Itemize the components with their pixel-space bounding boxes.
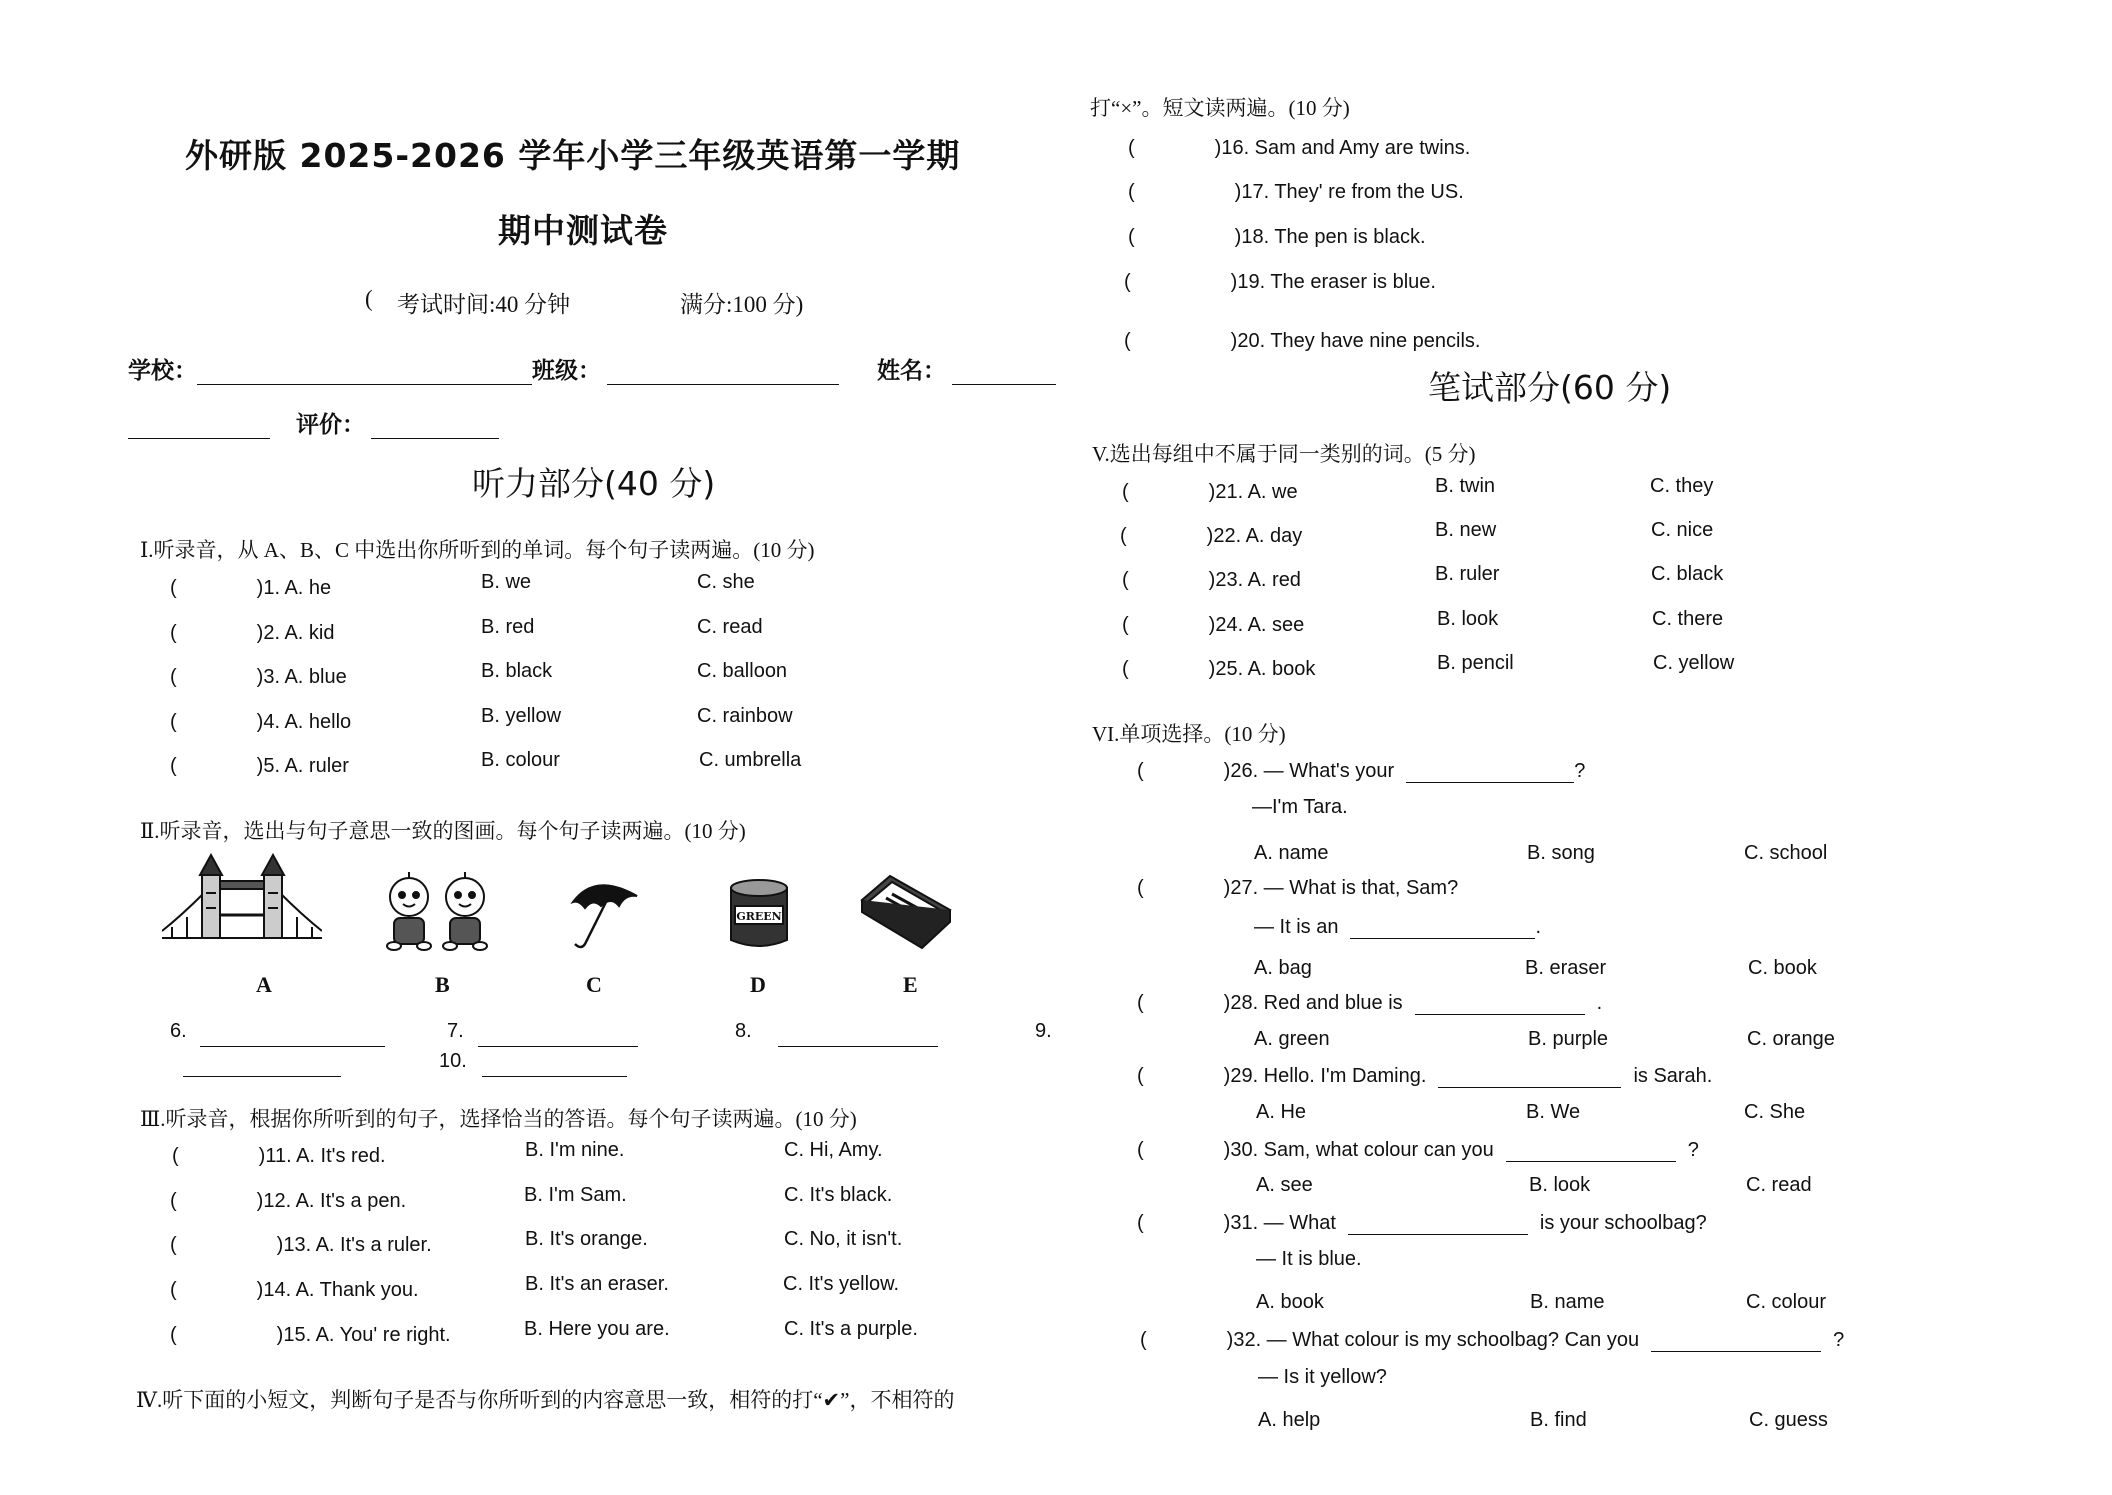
question-32-option-a: A. help xyxy=(1258,1409,1321,1431)
statement-17: ( )17. They' re from the US. xyxy=(1128,181,1464,203)
picture-c-letter: C xyxy=(586,972,602,997)
question-26-text: ( )26. — What's your xyxy=(1137,760,1395,782)
blank-6[interactable] xyxy=(200,1022,385,1047)
question-2-stem: ( )2. A. kid xyxy=(170,622,335,644)
exam-score: 满分:100 分) xyxy=(680,292,804,317)
question-30-option-a: A. see xyxy=(1256,1174,1313,1196)
question-29-option-a: A. He xyxy=(1256,1101,1307,1123)
blank-7[interactable] xyxy=(478,1022,638,1047)
question-28-option-a: A. green xyxy=(1254,1028,1330,1050)
question-27-stem: ( )27. — What is that, Sam? xyxy=(1137,877,1459,899)
question-27-option-b: B. eraser xyxy=(1525,957,1607,979)
question-28-text: ( )28. Red and blue is xyxy=(1137,992,1403,1014)
question-23-option-c: C. black xyxy=(1651,563,1724,585)
question-4-stem: ( )4. A. hello xyxy=(170,711,352,733)
question-30-end: ? xyxy=(1687,1139,1699,1161)
section2-heading: Ⅱ.听录音，选出与句子意思一致的图画。每个句子读两遍。(10 分) xyxy=(140,819,746,843)
question-11-stem: ( )11. A. It's red. xyxy=(172,1145,386,1167)
section4-heading: Ⅳ.听下面的小短文，判断句子是否与你所听到的内容意思一致，相符的打“✔”，不相符的 xyxy=(136,1388,955,1412)
question-27-answer: — It is an xyxy=(1254,916,1339,938)
question-24-stem: ( )24. A. see xyxy=(1122,614,1305,636)
listening-part-title: 听力部分(40 分) xyxy=(472,464,716,503)
statement-16: ( )16. Sam and Amy are twins. xyxy=(1128,137,1471,159)
exam-open-paren: ( xyxy=(365,286,373,311)
statement-19: ( )19. The eraser is blue. xyxy=(1124,271,1436,293)
question-26-blank[interactable] xyxy=(1406,758,1574,783)
question-32-option-c: C. guess xyxy=(1749,1409,1828,1431)
question-11-option-b: B. I'm nine. xyxy=(525,1139,625,1161)
school-label: 学校： xyxy=(128,358,197,384)
exam-title-line2: 期中测试卷 xyxy=(498,211,668,250)
eval-label: 评价： xyxy=(296,412,365,438)
question-2-option-c: C. read xyxy=(697,616,763,638)
question-15-option-c: C. It's a purple. xyxy=(784,1318,918,1340)
question-27-option-a: A. bag xyxy=(1254,957,1312,979)
question-23-option-b: B. ruler xyxy=(1435,563,1500,585)
question-3-stem: ( )3. A. blue xyxy=(170,666,347,688)
blank-9-label: 9. xyxy=(1035,1020,1052,1042)
question-31-answer: — It is blue. xyxy=(1256,1248,1362,1270)
question-12-option-c: C. It's black. xyxy=(784,1184,893,1206)
question-22-option-b: B. new xyxy=(1435,519,1497,541)
question-13-option-b: B. It's orange. xyxy=(525,1228,648,1250)
question-32-end: ? xyxy=(1833,1329,1845,1351)
question-24-option-b: B. look xyxy=(1437,608,1499,630)
question-31-blank[interactable] xyxy=(1348,1210,1528,1235)
question-30-blank[interactable] xyxy=(1506,1137,1676,1162)
question-25-option-c: C. yellow xyxy=(1653,652,1735,674)
section5-heading: V.选出每组中不属于同一类别的词。(5 分) xyxy=(1092,442,1476,466)
eval-row xyxy=(128,406,499,439)
name-field-cont[interactable] xyxy=(128,414,270,439)
question-32-answer: — Is it yellow? xyxy=(1258,1366,1387,1388)
umbrella-icon xyxy=(565,872,645,952)
question-14-option-c: C. It's yellow. xyxy=(783,1273,900,1295)
question-11-option-c: C. Hi, Amy. xyxy=(784,1139,883,1161)
pencil-box-icon xyxy=(860,870,952,950)
question-31-option-a: A. book xyxy=(1256,1291,1324,1313)
question-31-stem xyxy=(1137,1206,1707,1235)
question-28-end: . xyxy=(1596,992,1603,1014)
blank-8[interactable] xyxy=(778,1022,938,1047)
question-5-stem: ( )5. A. ruler xyxy=(170,755,349,777)
blank-6-label: 6. xyxy=(170,1020,187,1042)
name-field[interactable] xyxy=(952,360,1056,385)
question-32-stem xyxy=(1140,1323,1844,1352)
question-3-option-b: B. black xyxy=(481,660,553,682)
question-27-blank[interactable] xyxy=(1350,914,1535,939)
question-30-option-b: B. look xyxy=(1529,1174,1591,1196)
question-14-option-b: B. It's an eraser. xyxy=(525,1273,669,1295)
picture-b-letter: B xyxy=(435,972,450,997)
question-28-stem xyxy=(1137,986,1602,1015)
question-31-option-c: C. colour xyxy=(1746,1291,1827,1313)
question-15-option-b: B. Here you are. xyxy=(524,1318,670,1340)
question-12-option-b: B. I'm Sam. xyxy=(524,1184,627,1206)
question-25-option-b: B. pencil xyxy=(1437,652,1514,674)
school-field[interactable] xyxy=(197,360,532,385)
question-31-option-b: B. name xyxy=(1530,1291,1605,1313)
question-30-stem xyxy=(1137,1133,1699,1162)
question-21-option-c: C. they xyxy=(1650,475,1714,497)
question-28-option-b: B. purple xyxy=(1528,1028,1609,1050)
question-26-end: ? xyxy=(1574,760,1586,782)
eval-field[interactable] xyxy=(371,414,499,439)
statement-20: ( )20. They have nine pencils. xyxy=(1124,330,1481,352)
question-4-option-c: C. rainbow xyxy=(697,705,793,727)
question-26-stem xyxy=(1137,754,1585,783)
question-3-option-c: C. balloon xyxy=(697,660,788,682)
student-info-row xyxy=(128,352,1056,385)
section3-heading: Ⅲ.听录音，根据你所听到的句子，选择恰当的答语。每个句子读两遍。(10 分) xyxy=(140,1107,857,1131)
question-27-answer-line xyxy=(1254,914,1541,939)
exam-title-line1: 外研版 2025-2026 学年小学三年级英语第一学期 xyxy=(185,136,961,175)
question-32-option-b: B. find xyxy=(1530,1409,1587,1431)
question-5-option-b: B. colour xyxy=(481,749,560,771)
blank-8-label: 8. xyxy=(735,1020,752,1042)
section4-heading-cont: 打“×”。短文读两遍。(10 分) xyxy=(1090,96,1350,120)
question-5-option-c: C. umbrella xyxy=(699,749,802,771)
question-27-end: . xyxy=(1535,916,1542,938)
question-1-option-c: C. she xyxy=(697,571,755,593)
question-4-option-b: B. yellow xyxy=(481,705,562,727)
question-24-option-c: C. there xyxy=(1652,608,1724,630)
exam-time: 考试时间:40 分钟 xyxy=(397,292,571,317)
statement-18: ( )18. The pen is black. xyxy=(1128,226,1426,248)
question-26-answer: —I'm Tara. xyxy=(1252,796,1348,818)
twins-icon xyxy=(382,870,494,952)
question-28-blank[interactable] xyxy=(1415,990,1585,1015)
question-25-stem: ( )25. A. book xyxy=(1122,658,1316,680)
question-29-text: ( )29. Hello. I'm Daming. xyxy=(1137,1065,1427,1087)
question-28-option-c: C. orange xyxy=(1747,1028,1835,1050)
tower-bridge-icon xyxy=(162,853,322,953)
class-field[interactable] xyxy=(607,360,839,385)
blank-7-label: 7. xyxy=(447,1020,464,1042)
question-12-stem: ( )12. A. It's a pen. xyxy=(170,1190,407,1212)
question-1-stem: ( )1. A. he xyxy=(170,577,332,599)
blank-10-label: 10. xyxy=(439,1050,467,1072)
question-26-option-b: B. song xyxy=(1527,842,1595,864)
section1-heading: Ⅰ.听录音，从 A、B、C 中选出你所听到的单词。每个句子读两遍。(10 分) xyxy=(140,538,815,562)
blank-10[interactable] xyxy=(482,1052,627,1077)
question-29-option-c: C. She xyxy=(1744,1101,1806,1123)
question-29-blank[interactable] xyxy=(1438,1063,1621,1088)
question-26-option-a: A. name xyxy=(1254,842,1329,864)
question-23-stem: ( )23. A. red xyxy=(1122,569,1301,591)
question-21-stem: ( )21. A. we xyxy=(1122,481,1298,503)
picture-d-letter: D xyxy=(750,972,766,997)
question-29-stem xyxy=(1137,1059,1712,1088)
question-2-option-b: B. red xyxy=(481,616,535,638)
question-13-stem: ( )13. A. It's a ruler. xyxy=(170,1234,432,1256)
blank-9[interactable] xyxy=(183,1052,341,1077)
writing-part-title: 笔试部分(60 分) xyxy=(1428,368,1672,407)
question-15-stem: ( )15. A. You' re right. xyxy=(170,1324,451,1346)
question-29-end: is Sarah. xyxy=(1633,1065,1713,1087)
question-22-option-c: C. nice xyxy=(1651,519,1714,541)
question-13-option-c: C. No, it isn't. xyxy=(784,1228,903,1250)
picture-e-letter: E xyxy=(903,972,918,997)
class-label: 班级： xyxy=(532,358,601,384)
paint-can-label: GREEN xyxy=(736,910,782,923)
question-26-option-c: C. school xyxy=(1744,842,1828,864)
question-30-option-c: C. read xyxy=(1746,1174,1812,1196)
question-30-text: ( )30. Sam, what colour can you xyxy=(1137,1139,1494,1161)
section6-heading: VI.单项选择。(10 分) xyxy=(1092,722,1286,746)
question-32-text: ( )32. — What colour is my schoolbag? Can you xyxy=(1140,1329,1640,1351)
question-31-end: is your schoolbag? xyxy=(1539,1212,1707,1234)
question-32-blank[interactable] xyxy=(1651,1327,1821,1352)
question-31-text: ( )31. — What xyxy=(1137,1212,1336,1234)
question-29-option-b: B. We xyxy=(1526,1101,1581,1123)
question-21-option-b: B. twin xyxy=(1435,475,1496,497)
picture-a-letter: A xyxy=(256,972,272,997)
question-1-option-b: B. we xyxy=(481,571,532,593)
name-label: 姓名： xyxy=(877,358,946,384)
question-22-stem: ( )22. A. day xyxy=(1120,525,1303,547)
question-27-option-c: C. book xyxy=(1748,957,1817,979)
question-14-stem: ( )14. A. Thank you. xyxy=(170,1279,419,1301)
green-paint-can-icon xyxy=(727,876,791,952)
